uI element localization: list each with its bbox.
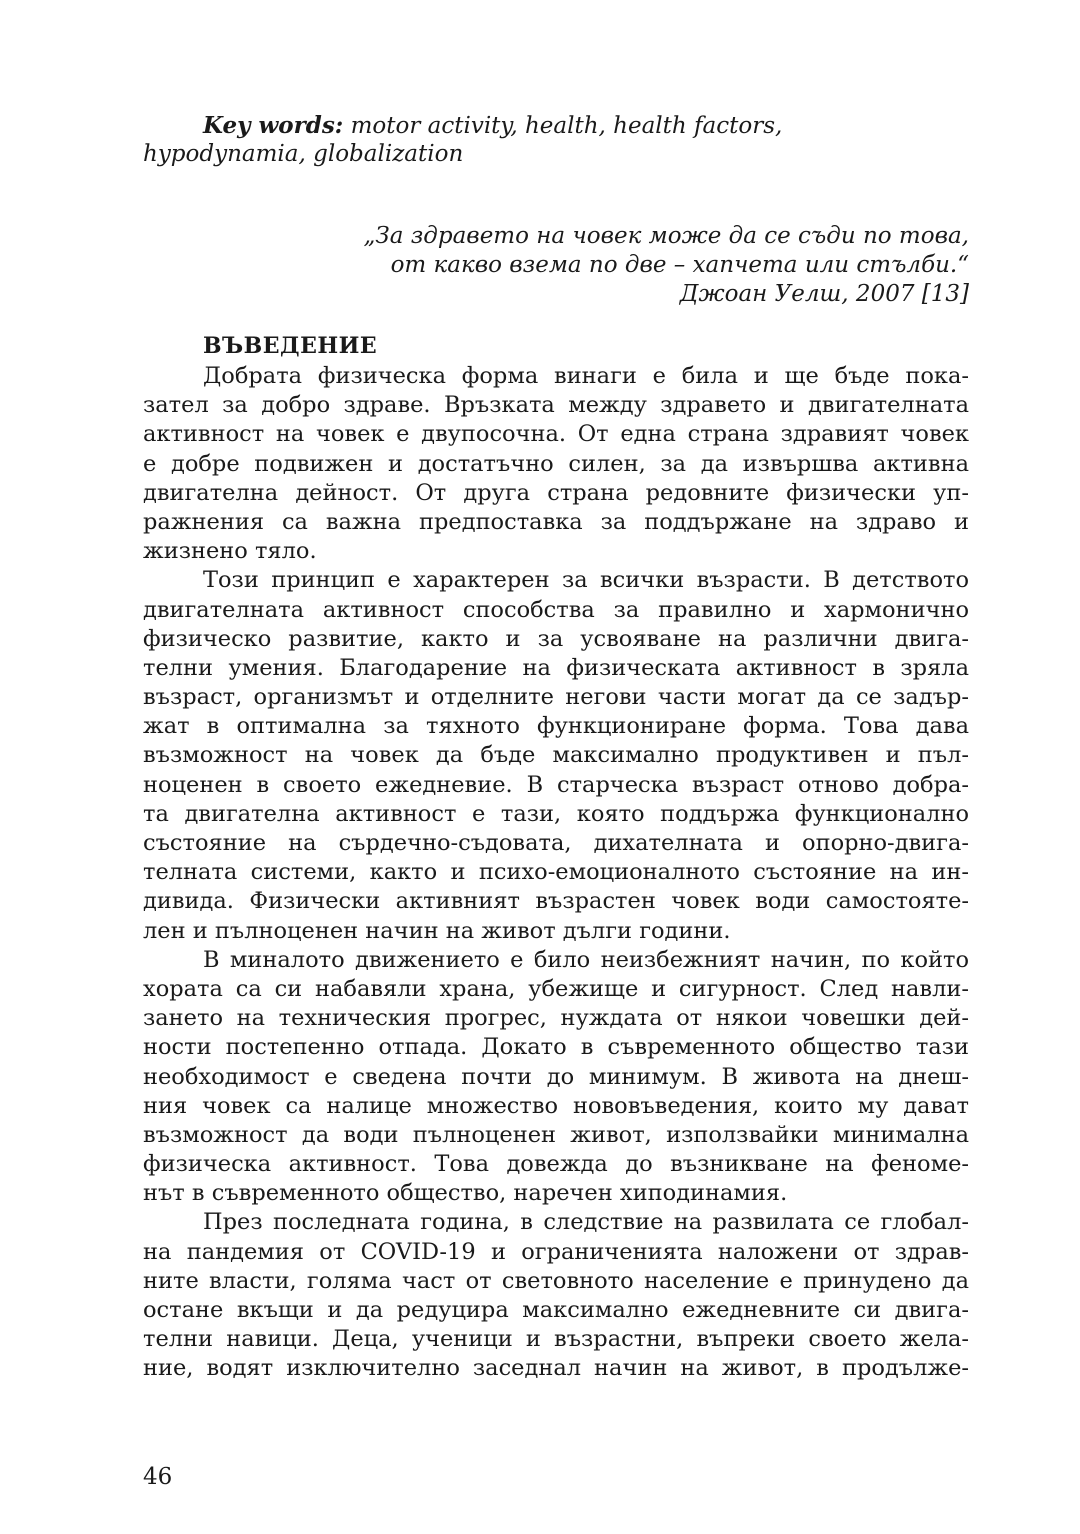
paragraph-2-line-5: възраст, организмът и отделните негови части могат да се задър- [143,684,969,711]
epigraph-line-1: „За здравето на човек може да се съди по това, [363,223,969,249]
page-number: 46 [143,1464,173,1490]
paragraph-1-line-1: Добрата физическа форма винаги е била и ще бъде пока- [203,363,969,389]
paragraph-2-line-9: та двигателна активност е тази, която поддържа функционално [143,800,969,827]
paragraph-3-line-7: възможност да води пълноценен живот, използвайки минимална [143,1121,969,1148]
paragraph-2-line-4: телни умения. Благодарение на физическата активност в зряла [143,654,969,681]
paragraph-2-line-10: състояние на сърдечно-съдовата, дихателната и опорно-двига- [143,830,969,856]
keywords-text: motor activity, health, health factors, [343,113,783,139]
epigraph-line-2: от какво взема по две – хапчета или стълби.“ [390,252,969,278]
paragraph-1-line-6: ражнения са важна предпоставка за поддържане на здраво и [143,508,969,535]
paragraph-2-line-2: двигателната активност способства за правилно и хармонично [143,596,969,623]
paragraph-3-line-6: ния човек са налице множество нововъведения, които му дават [143,1092,969,1119]
paragraph-2-line-1: Този принцип е характерен за всички възрасти. В детството [203,567,969,594]
paragraph-2-line-12: дивида. Физически активният възрастен човек води самостояте- [143,888,969,915]
paragraph-4-line-5: телни навици. Деца, ученици и възрастни, въпреки своето жела- [143,1326,969,1353]
paragraph-4-line-1: През последната година, в следствие на развилата се глобал- [203,1209,969,1236]
paragraph-2-line-7: възможност на човек да бъде максимално продуктивен и пъл- [143,742,969,769]
paragraph-3-line-1: В миналото движението е било неизбежният начин, по който [203,946,969,973]
paragraph-4-line-3: ните власти, голяма част от световното население е принудено да [143,1267,969,1294]
keywords-block [143,112,973,168]
keywords-text-line2: hypodynamia, globalization [143,141,464,167]
paragraph-1-line-5: двигателна дейност. От друга страна редовните физически уп- [143,479,969,506]
paragraph-2-line-8: ноценен в своето ежедневие. В старческа възраст отново добра- [143,771,969,798]
paragraph-4-line-6: ние, водят изключително заседнал начин на живот, в продълже- [143,1355,969,1382]
paragraph-3-line-2: хората са си набавяли храна, убежище и сигурност. След навли- [143,975,969,1002]
paragraph-3-line-5: необходимост е сведена почти до минимум. В живота на днеш- [143,1063,969,1090]
paragraph-3-line-4: ности постепенно отпада. Докато в съвременното общество тази [143,1034,969,1061]
paragraph-3-line-8: физическа активност. Това довежда до възникване на феноме- [143,1151,969,1178]
keywords-label: Key words: [203,112,344,139]
paragraph-2-line-11: телната системи, както и психо-емоционалното състояние на ин- [143,859,969,886]
paragraph-1-line-7: жизнено тяло. [143,538,317,565]
paragraph-3-line-3: зането на техническия прогрес, нуждата от някои човешки дей- [143,1005,969,1032]
paragraph-1-line-2: зател за добро здраве. Връзката между здравето и двигателната [143,392,969,419]
paragraph-1-line-4: е добре подвижен и достатъчно силен, за да извършва активна [143,450,969,477]
paragraph-2-line-3: физическо развитие, както и за усвояване на различни двига- [143,625,969,652]
paragraph-3-line-9: нът в съвременното общество, наречен хиподинамия. [143,1180,788,1207]
paragraph-2-line-6: жат в оптимална за тяхното функциониране форма. Това дава [143,713,969,740]
paragraph-1-line-3: активност на човек е двупосочна. От една страна здравият човек [143,421,969,448]
paragraph-4-line-4: остане вкъщи и да редуцира максимално ежедневните си двига- [143,1297,969,1323]
epigraph-quote [209,222,969,309]
body-text [143,362,969,1384]
paragraph-4-line-2: на пандемия от COVID-19 и ограниченията наложени от здрав- [143,1238,969,1265]
epigraph-attribution: Джоан Уелш, 2007 [13] [679,281,969,307]
section-heading: ВЪВЕДЕНИЕ [203,333,378,359]
paragraph-2-line-13: лен и пълноценен начин на живот дълги години. [143,917,731,944]
